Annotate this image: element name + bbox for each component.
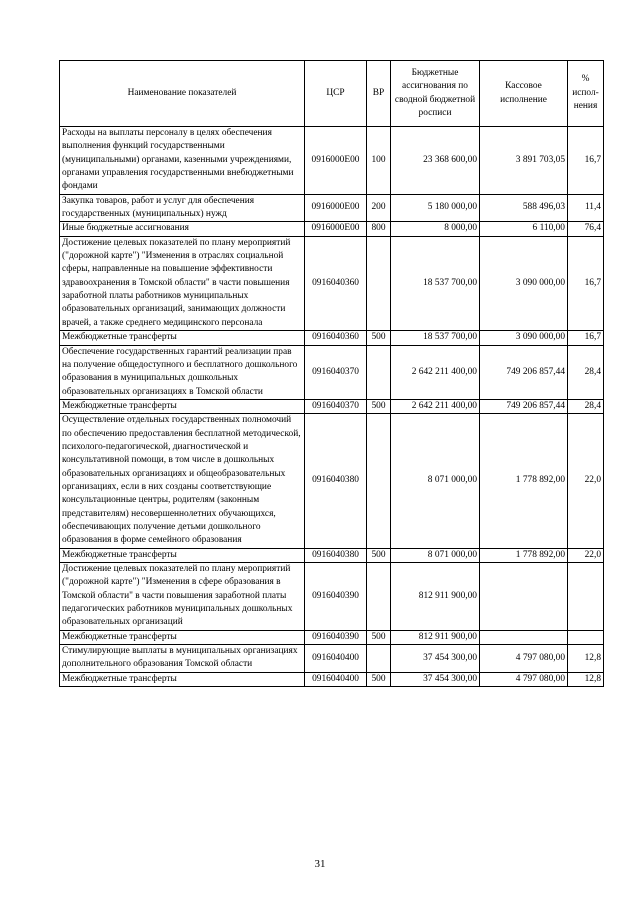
row-budget: 2 642 211 400,00 [391,399,480,413]
header-vr: ВР [367,61,391,127]
row-cash: 4 797 080,00 [480,672,568,686]
row-code: 0916040400 [305,672,367,686]
row-code: 0916040380 [305,414,367,548]
row-cash: 3 891 703,05 [480,127,568,195]
table-row [60,563,604,631]
row-pct: 12,8 [568,672,604,686]
row-vr: 200 [367,194,391,222]
row-vr [367,645,391,673]
table-row [60,236,604,330]
table-row [60,399,604,413]
row-vr: 500 [367,331,391,345]
row-budget: 812 911 900,00 [391,563,480,631]
row-vr [367,236,391,330]
table-header-row [60,61,604,127]
row-pct: 11,4 [568,194,604,222]
row-pct: 16,7 [568,127,604,195]
row-vr: 500 [367,548,391,562]
row-cash: 3 090 000,00 [480,236,568,330]
row-vr: 500 [367,672,391,686]
row-cash [480,563,568,631]
row-name: Закупка товаров, работ и услуг для обеспечения государственных (муниципальных) нужд [60,194,305,222]
row-cash: 749 206 857,44 [480,345,568,399]
table-row [60,645,604,673]
row-pct [568,630,604,644]
row-name: Межбюджетные трансферты [60,672,305,686]
row-budget: 18 537 700,00 [391,331,480,345]
table-row [60,672,604,686]
table-row [60,630,604,644]
row-budget: 18 537 700,00 [391,236,480,330]
row-name: Достижение целевых показателей по плану мероприятий ("дорожной карте") "Изменения в отраслях социальной сферы, направленные на повышение эффективности здравоохранения в Томской области" в части повышения заработной платы работников муниципальных образовательных организаций, занимающих должности врачей, а также среднего медицинского персонала [60,236,305,330]
table-row [60,548,604,562]
row-vr: 800 [367,222,391,236]
row-pct: 76,4 [568,222,604,236]
row-budget: 23 368 600,00 [391,127,480,195]
header-cash: Кассовое исполнение [480,61,568,127]
row-name: Межбюджетные трансферты [60,331,305,345]
row-code: 0916040400 [305,645,367,673]
row-pct: 22,0 [568,414,604,548]
page-number: 31 [314,858,326,870]
header-pct: % испол-нения [568,61,604,127]
row-code: 0916040390 [305,563,367,631]
budget-execution-table [59,60,604,687]
table-row [60,331,604,345]
row-budget: 812 911 900,00 [391,630,480,644]
table-row [60,127,604,195]
row-code: 0916040360 [305,236,367,330]
row-name: Обеспечение государственных гарантий реализации прав на получение общедоступного и бесплатного дошкольного образования в муниципальных дошкольных образовательных организациях в Томской области [60,345,305,399]
row-vr: 500 [367,630,391,644]
row-cash: 4 797 080,00 [480,645,568,673]
table-row [60,414,604,548]
row-code: 0916040360 [305,331,367,345]
row-pct: 16,7 [568,331,604,345]
row-budget: 37 454 300,00 [391,672,480,686]
row-code: 0916000Е00 [305,127,367,195]
row-name: Межбюджетные трансферты [60,399,305,413]
row-budget: 8 071 000,00 [391,548,480,562]
row-vr [367,414,391,548]
row-cash: 1 778 892,00 [480,414,568,548]
row-cash: 749 206 857,44 [480,399,568,413]
header-csr: ЦСР [305,61,367,127]
row-budget: 2 642 211 400,00 [391,345,480,399]
row-name: Достижение целевых показателей по плану мероприятий ("дорожной карте") "Изменения в сфере образования в Томской области" в части повышения заработной платы педагогических работников муниципальных дошкольных образовательных организаций [60,563,305,631]
row-code: 0916000Е00 [305,194,367,222]
row-budget: 5 180 000,00 [391,194,480,222]
row-pct [568,563,604,631]
row-vr: 500 [367,399,391,413]
row-vr: 100 [367,127,391,195]
table-row [60,345,604,399]
row-pct: 28,4 [568,399,604,413]
row-pct: 12,8 [568,645,604,673]
row-cash: 588 496,03 [480,194,568,222]
row-code: 0916000Е00 [305,222,367,236]
row-budget: 37 454 300,00 [391,645,480,673]
row-name: Межбюджетные трансферты [60,630,305,644]
table-row [60,194,604,222]
table-row [60,222,604,236]
row-name: Осуществление отдельных государственных полномочий по обеспечению предоставления бесплатной методической, психолого-педагогической, диагностической и консультативной помощи, в том числе в дошкольных образовательных организациях и общеобразовательных организациях, если в них созданы соответствующие консультационные центры, родителям (законным представителям) несовершеннолетних обучающихся, обеспечивающих получение детьми дошкольного образования в форме семейного образования [60,414,305,548]
row-budget: 8 000,00 [391,222,480,236]
row-name: Расходы на выплаты персоналу в целях обеспечения выполнения функций государственными (муниципальными) органами, казенными учреждениями, органами управления государственными внебюджетными фондами [60,127,305,195]
row-code: 0916040380 [305,548,367,562]
row-vr [367,345,391,399]
row-cash: 3 090 000,00 [480,331,568,345]
row-pct: 28,4 [568,345,604,399]
row-pct: 22,0 [568,548,604,562]
row-code: 0916040390 [305,630,367,644]
header-budget: Бюджетные ассигнования по сводной бюджетной росписи [391,61,480,127]
row-budget: 8 071 000,00 [391,414,480,548]
row-pct: 16,7 [568,236,604,330]
row-cash [480,630,568,644]
row-cash: 1 778 892,00 [480,548,568,562]
row-code: 0916040370 [305,345,367,399]
row-cash: 6 110,00 [480,222,568,236]
row-name: Стимулирующие выплаты в муниципальных организациях дополнительного образования Томской области [60,645,305,673]
row-name: Иные бюджетные ассигнования [60,222,305,236]
row-vr [367,563,391,631]
header-name: Наименование показателей [60,61,305,127]
row-name: Межбюджетные трансферты [60,548,305,562]
row-code: 0916040370 [305,399,367,413]
